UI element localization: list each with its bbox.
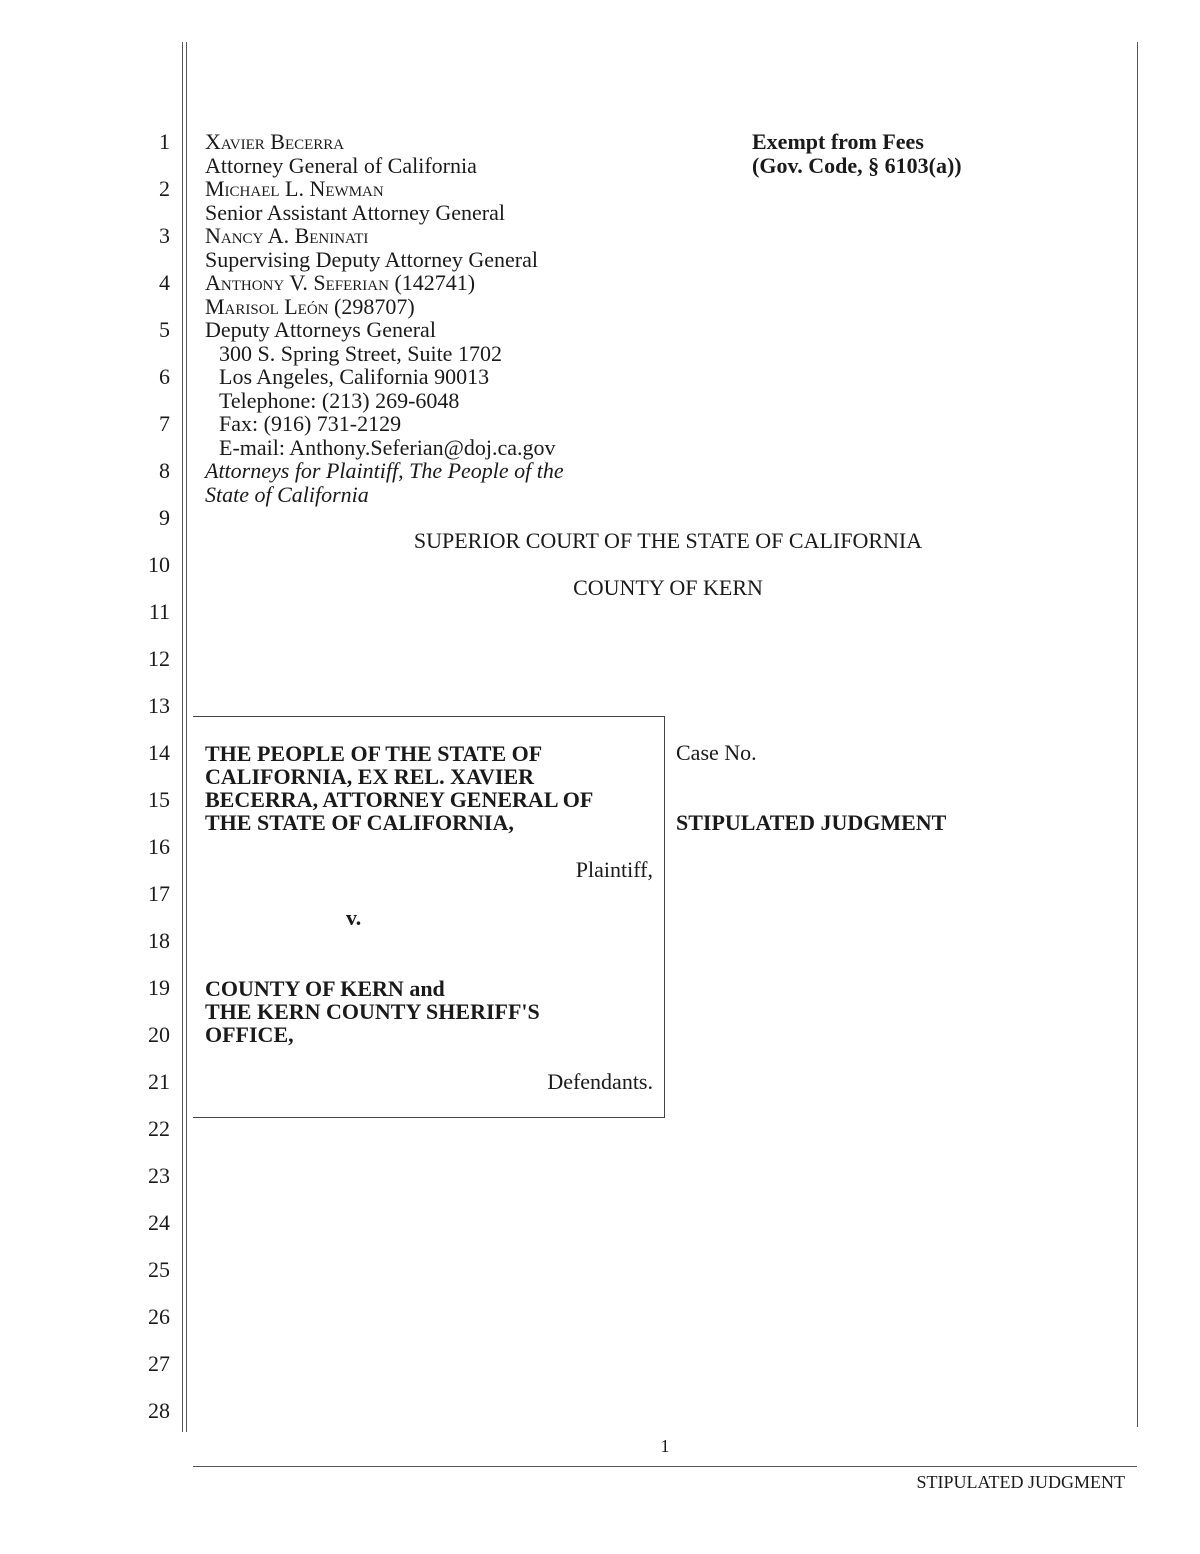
exempt-from-fees xyxy=(752,130,962,177)
line-numbers xyxy=(130,0,170,1554)
attorney-name: Nancy A. Beninati xyxy=(205,223,369,248)
attorney-name: Xavier Becerra xyxy=(205,129,345,154)
telephone: Telephone: (213) 269-6048 xyxy=(219,387,460,413)
counsel-block xyxy=(205,130,564,506)
line-number: 12 xyxy=(148,646,170,671)
line-number: 1 xyxy=(159,129,170,154)
plaintiff-names xyxy=(205,742,593,834)
defendant-line: COUNTY OF KERN and xyxy=(205,976,445,1001)
exempt-line: Exempt from Fees xyxy=(752,129,924,154)
fax: Fax: (916) 731-2129 xyxy=(219,411,402,436)
case-number-label: Case No. xyxy=(676,740,757,765)
address-line: Los Angeles, California 90013 xyxy=(219,364,490,389)
defendant-line: THE KERN COUNTY SHERIFF'S xyxy=(205,999,540,1024)
line-number: 25 xyxy=(148,1257,170,1282)
line-number: 8 xyxy=(159,458,170,483)
footer-title: STIPULATED JUDGMENT xyxy=(916,1472,1125,1492)
defendant-role: Defendants. xyxy=(547,1069,653,1094)
line-number: 11 xyxy=(148,599,170,624)
line-number: 2 xyxy=(159,176,170,201)
line-number: 28 xyxy=(148,1398,170,1423)
line-number: 24 xyxy=(148,1210,170,1235)
line-number: 5 xyxy=(159,317,170,342)
attorney-name: Michael L. Newman xyxy=(205,176,384,201)
line-number: 14 xyxy=(148,740,170,765)
plaintiff-line: THE PEOPLE OF THE STATE OF xyxy=(205,741,543,766)
document-title: STIPULATED JUDGMENT xyxy=(676,810,947,835)
line-number: 18 xyxy=(148,928,170,953)
attorney-name-with-bar xyxy=(205,295,564,319)
line-number: 7 xyxy=(159,411,170,436)
line-number: 20 xyxy=(148,1022,170,1047)
plaintiff-line: CALIFORNIA, EX REL. XAVIER xyxy=(205,764,535,789)
line-number: 9 xyxy=(159,505,170,530)
bar-number: (298707) xyxy=(328,293,415,319)
line-number: 15 xyxy=(148,787,170,812)
page-number: 1 xyxy=(660,1436,670,1456)
line-number: 22 xyxy=(148,1116,170,1141)
left-margin-rule-outer xyxy=(182,42,183,1432)
bar-number: (142741) xyxy=(388,270,476,295)
line-number: 21 xyxy=(148,1069,170,1094)
attorneys-for-line: Attorneys for Plaintiff, The People of the xyxy=(205,458,564,483)
court-county: COUNTY OF KERN xyxy=(573,575,763,600)
plaintiff-line: BECERRA, ATTORNEY GENERAL OF xyxy=(205,787,594,812)
address-line: 300 S. Spring Street, Suite 1702 xyxy=(219,340,502,366)
attorney-title: Deputy Attorneys General xyxy=(205,317,436,342)
right-margin-rule xyxy=(1137,42,1138,1427)
attorney-name: Marisol León xyxy=(205,293,329,319)
versus: v. xyxy=(346,905,362,930)
defendant-line: OFFICE, xyxy=(205,1022,294,1047)
attorney-title: Attorney General of California xyxy=(205,152,477,178)
left-margin-rule-inner xyxy=(186,42,187,1432)
line-number: 26 xyxy=(148,1304,170,1329)
plaintiff-role: Plaintiff, xyxy=(575,857,653,882)
attorney-name-with-bar xyxy=(205,271,564,295)
line-number: 19 xyxy=(148,975,170,1000)
line-number: 27 xyxy=(148,1351,170,1376)
line-number: 4 xyxy=(159,270,170,295)
plaintiff-line: THE STATE OF CALIFORNIA, xyxy=(205,810,514,835)
line-number: 3 xyxy=(159,223,170,248)
attorney-name: Anthony V. Seferian xyxy=(205,270,389,295)
line-number: 23 xyxy=(148,1163,170,1188)
line-number: 17 xyxy=(148,881,170,906)
email: E-mail: Anthony.Seferian@doj.ca.gov xyxy=(219,434,556,460)
exempt-code: (Gov. Code, § 6103(a)) xyxy=(752,152,962,178)
line-number: 16 xyxy=(148,834,170,859)
attorney-title: Supervising Deputy Attorney General xyxy=(205,246,538,272)
line-number: 13 xyxy=(148,693,170,718)
attorney-title: Senior Assistant Attorney General xyxy=(205,199,506,225)
line-number: 10 xyxy=(148,552,170,577)
line-number: 6 xyxy=(159,364,170,389)
defendant-names xyxy=(205,977,540,1046)
footer-rule xyxy=(193,1466,1137,1467)
court-name: SUPERIOR COURT OF THE STATE OF CALIFORNIA xyxy=(413,528,923,553)
attorneys-for-line: State of California xyxy=(205,481,369,507)
